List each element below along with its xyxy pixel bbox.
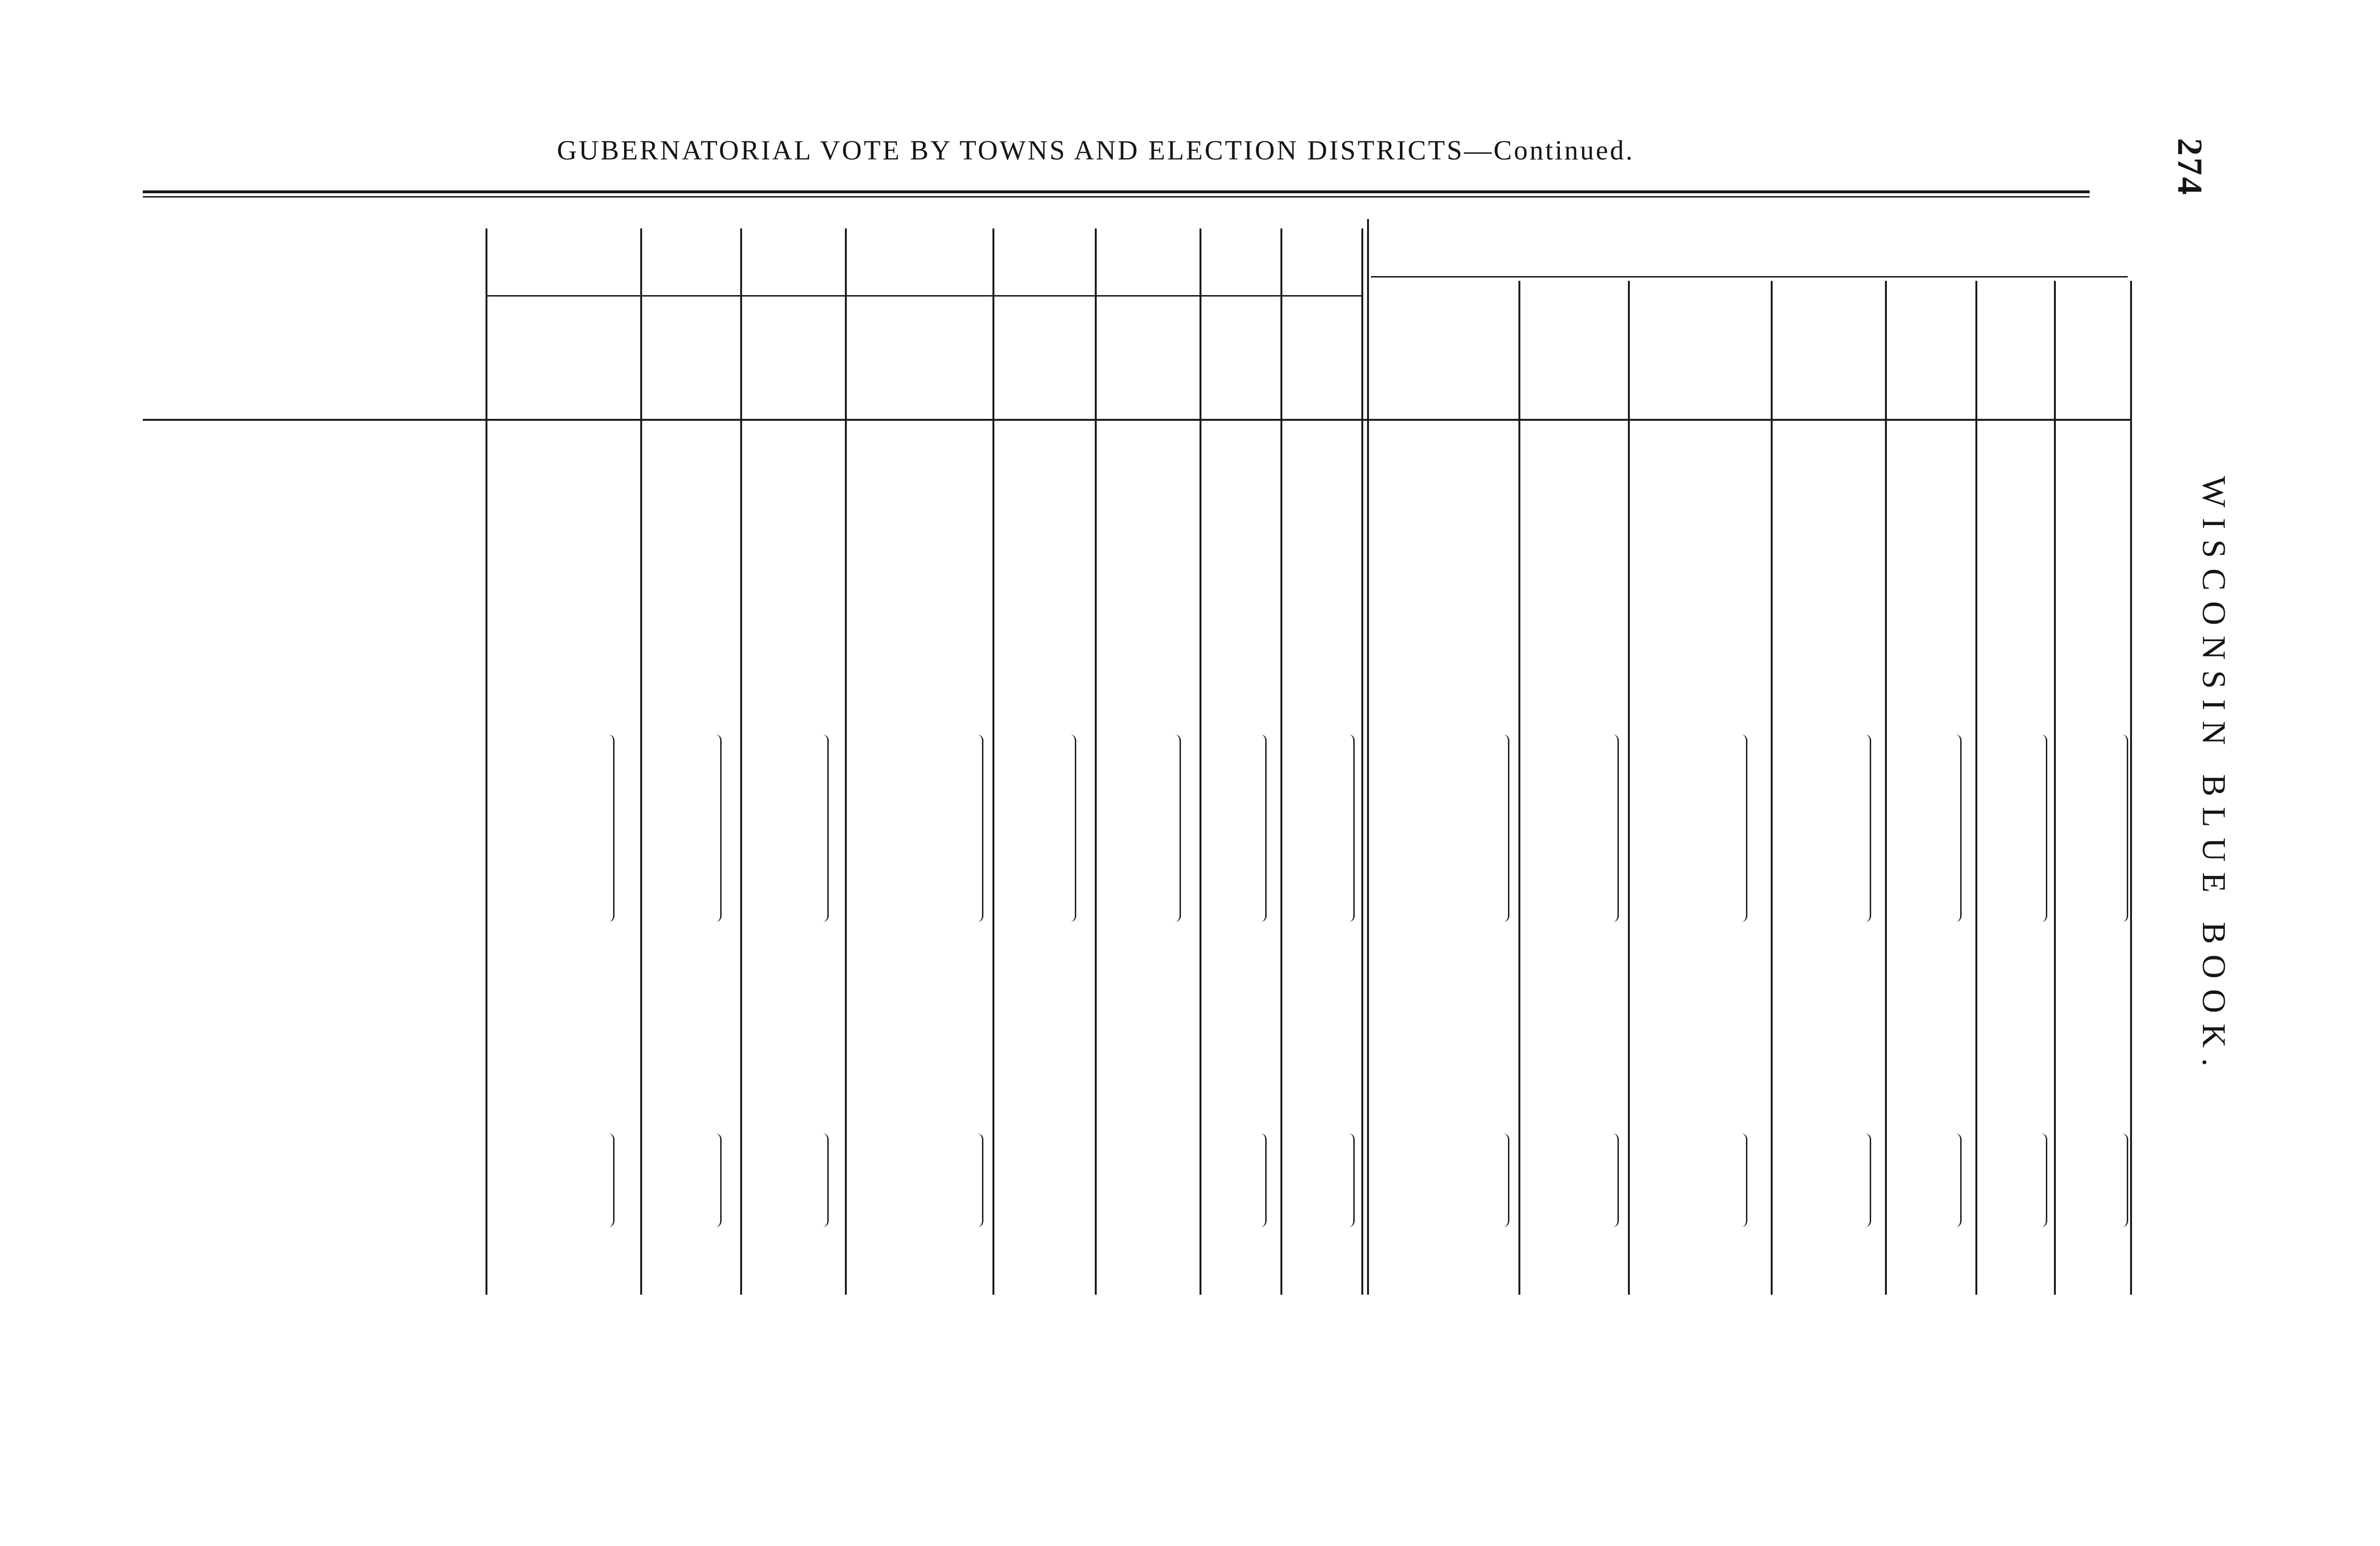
column-divider <box>1975 281 1977 1295</box>
page-caption: GUBERNATORIAL VOTE BY TOWNS AND ELECTION DISTRICTS—Continued. <box>557 135 1635 166</box>
brace-mark <box>715 1133 722 1227</box>
group-divider <box>1367 219 1369 1295</box>
brace-mark <box>1503 1133 1509 1227</box>
column-divider <box>1628 281 1630 1295</box>
top-rule <box>143 190 2090 193</box>
column-divider <box>1200 228 1201 1295</box>
brace-mark <box>1349 734 1355 922</box>
column-divider <box>2130 281 2132 1295</box>
column-divider <box>1095 228 1097 1295</box>
brace-mark <box>2041 734 2047 922</box>
header-bottom-rule <box>143 419 2130 421</box>
column-divider <box>1361 228 1363 1295</box>
brace-mark <box>1613 734 1619 922</box>
column-divider <box>1280 228 1282 1295</box>
brace-mark <box>1955 734 1962 922</box>
brace-mark <box>1503 734 1509 922</box>
brace-mark <box>715 734 722 922</box>
column-divider <box>486 228 487 1295</box>
group-rule-1896 <box>1371 276 2128 277</box>
brace-mark <box>823 1133 829 1227</box>
column-divider <box>992 228 994 1295</box>
brace-mark <box>977 1133 983 1227</box>
column-divider <box>1771 281 1773 1295</box>
column-divider <box>845 228 847 1295</box>
brace-mark <box>2122 734 2128 922</box>
brace-mark <box>608 1133 615 1227</box>
column-divider <box>1885 281 1887 1295</box>
brace-mark <box>1260 734 1267 922</box>
brace-mark <box>1865 734 1871 922</box>
brace-mark <box>823 734 829 922</box>
column-divider <box>1518 281 1520 1295</box>
group-rule-1898 <box>486 295 1361 297</box>
brace-mark <box>1349 1133 1355 1227</box>
brace-mark <box>1865 1133 1871 1227</box>
brace-mark <box>1070 734 1076 922</box>
column-divider <box>640 228 642 1295</box>
brace-mark <box>608 734 615 922</box>
brace-mark <box>1175 734 1181 922</box>
top-rule-2 <box>143 196 2090 198</box>
brace-mark <box>2041 1133 2047 1227</box>
brace-mark <box>977 734 983 922</box>
brace-mark <box>2122 1133 2128 1227</box>
brace-mark <box>1955 1133 1962 1227</box>
page-number: 274 <box>2170 138 2209 197</box>
brace-mark <box>1741 1133 1747 1227</box>
brace-mark <box>1260 1133 1267 1227</box>
column-divider <box>2054 281 2056 1295</box>
running-head: WISCONSIN BLUE BOOK. <box>2195 476 2232 1077</box>
column-divider <box>740 228 742 1295</box>
brace-mark <box>1613 1133 1619 1227</box>
brace-mark <box>1741 734 1747 922</box>
